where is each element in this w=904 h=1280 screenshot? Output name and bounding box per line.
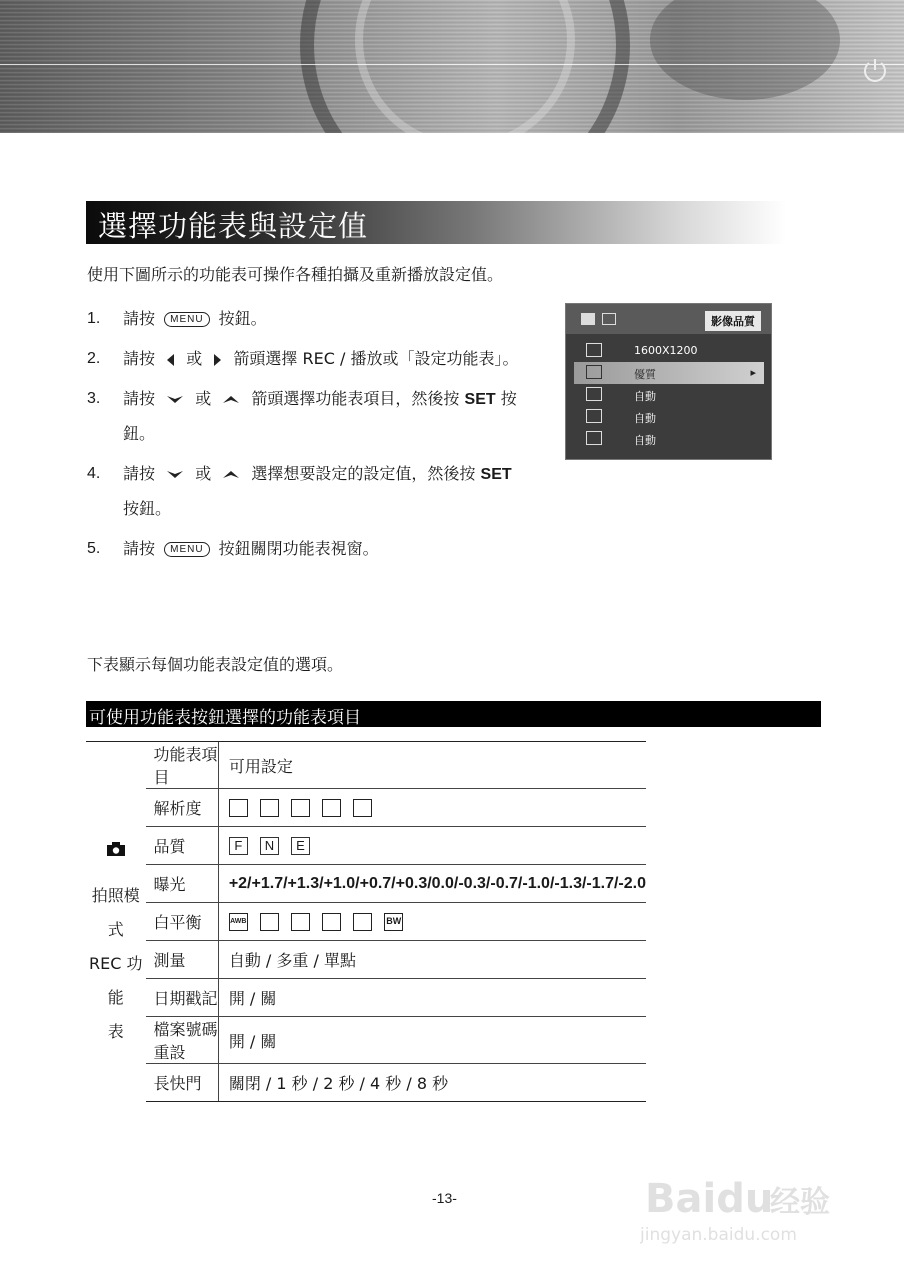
mode-label-line: 拍照模式 (91, 886, 140, 939)
screen-header (566, 304, 771, 334)
watermark-cn: 经验 (770, 1185, 830, 1220)
long-shutter-values: 關閉 / 1 秒 / 2 秒 / 4 秒 / 8 秒 (218, 1064, 646, 1102)
screen-row-metering (574, 428, 764, 450)
step-text: 或 (186, 349, 203, 368)
wb-cloudy-icon (291, 913, 310, 931)
set-button-label: SET (464, 391, 496, 408)
item-quality: 品質 (146, 827, 219, 865)
menu-button-icon: MENU (164, 312, 209, 327)
wb-auto-icon: AWB (229, 913, 248, 931)
set-button-label: SET (480, 466, 512, 483)
left-arrow-icon (166, 353, 175, 367)
steps-list (87, 302, 527, 572)
step-number: 3. (87, 390, 101, 407)
step-number: 5. (87, 540, 101, 557)
step-text: 按鈕關閉功能表視窗。 (218, 539, 379, 558)
resolution-large-icon (229, 799, 248, 817)
mode-label-line: REC 功能 (89, 954, 143, 1007)
metering-values: 自動 / 多重 / 單點 (218, 941, 646, 979)
screen-row-value: 優質 (634, 368, 656, 381)
header-settings: 可用設定 (218, 742, 646, 789)
mode-label-line: 表 (107, 1022, 124, 1041)
screen-row-value: 自動 (634, 412, 656, 425)
quality-fine-icon: F (229, 837, 248, 855)
resolution-icon (586, 343, 602, 357)
page-number: -13- (432, 1190, 457, 1206)
camera-icon (106, 841, 126, 857)
camera-lens-ring-graphic (355, 0, 575, 133)
camera-mode-icon (581, 313, 595, 325)
resolution-medium-icon (260, 799, 279, 817)
item-file-number-reset: 檔案號碼重設 (146, 1017, 219, 1064)
wb-daylight-icon (260, 913, 279, 931)
screen-row-value: 1600X1200 (634, 344, 698, 357)
step-number: 1. (87, 310, 101, 327)
wb-fluorescent-icon (353, 913, 372, 931)
watermark-url: jingyan.baidu.com (640, 1225, 797, 1245)
screen-row-value: 自動 (634, 434, 656, 447)
screen-row-value: 自動 (634, 390, 656, 403)
item-date-stamp: 日期戳記 (146, 979, 219, 1017)
step-text: 或 (195, 464, 212, 483)
step-text: 請按 (123, 389, 156, 408)
table-row (86, 1064, 646, 1102)
setup-tools-icon (602, 313, 616, 325)
item-exposure: 曝光 (146, 865, 219, 903)
table-row (86, 903, 646, 941)
white-balance-icons (218, 903, 646, 941)
exposure-icon (586, 387, 602, 401)
step-5 (87, 532, 527, 566)
wb-tungsten-icon (322, 913, 341, 931)
resolution-panorama-icon (353, 799, 372, 817)
table-row (86, 827, 646, 865)
page-title: 選擇功能表與設定值 (98, 209, 369, 243)
step-number: 2. (87, 350, 101, 367)
step-text: 請按 (123, 309, 156, 328)
down-arrow-icon (166, 395, 184, 404)
resolution-vga-icon (322, 799, 341, 817)
wb-bw-icon: BW (384, 913, 403, 931)
step-text: 或 (195, 389, 212, 408)
step-text: 箭頭選擇 REC / 播放或「設定功能表」。 (233, 349, 519, 368)
step-text: 按鈕。 (123, 389, 517, 443)
right-arrow-icon (213, 353, 222, 367)
item-long-shutter: 長快門 (146, 1064, 219, 1102)
table-header-row (86, 742, 646, 789)
step-1 (87, 302, 527, 336)
screen-row-quality (574, 362, 764, 384)
section-heading-bar (86, 701, 821, 727)
camera-menu-screenshot (565, 303, 772, 460)
quality-economy-icon: E (291, 837, 310, 855)
item-metering: 測量 (146, 941, 219, 979)
baidu-watermark-logo (640, 1150, 860, 1250)
table-row (86, 789, 646, 827)
page-title-bar (86, 201, 786, 244)
screen-right-arrow-icon: ▸ (750, 366, 756, 379)
date-stamp-values: 開 / 關 (218, 979, 646, 1017)
resolution-small-icon (291, 799, 310, 817)
table-row (86, 865, 646, 903)
up-arrow-icon (222, 395, 240, 404)
white-balance-icon (586, 409, 602, 423)
quality-icon (586, 365, 602, 379)
step-text: 請按 (123, 464, 156, 483)
screen-menu-title: 影像品質 (705, 311, 761, 331)
screen-row-exposure (574, 384, 764, 406)
screen-row-resolution (574, 340, 764, 362)
header-item: 功能表項目 (146, 742, 219, 789)
power-icon (860, 55, 890, 85)
down-arrow-icon (166, 470, 184, 479)
metering-icon (586, 431, 602, 445)
step-text: 選擇想要設定的設定值，然後按 (251, 464, 476, 483)
resolution-icons (218, 789, 646, 827)
section-heading: 可使用功能表按鈕選擇的功能表項目 (89, 708, 361, 728)
header-empty-cell (86, 742, 146, 789)
table-row (86, 1017, 646, 1064)
header-banner (0, 0, 904, 133)
step-number: 4. (87, 465, 101, 482)
step-text: 請按 (123, 539, 156, 558)
up-arrow-icon (222, 470, 240, 479)
table-intro-text: 下表顯示每個功能表設定值的選項。 (87, 655, 344, 674)
watermark-brand: Baidu (645, 1176, 774, 1222)
banner-divider (0, 64, 904, 65)
quality-normal-icon: N (260, 837, 279, 855)
step-2 (87, 342, 527, 376)
menu-options-table (86, 741, 646, 1102)
table-row (86, 979, 646, 1017)
quality-icons (218, 827, 646, 865)
step-4 (87, 457, 527, 526)
step-text: 按鈕。 (123, 499, 172, 518)
intro-text: 使用下圖所示的功能表可操作各種拍攝及重新播放設定值。 (87, 265, 504, 284)
mode-cell (86, 789, 146, 1102)
file-number-reset-values: 開 / 關 (218, 1017, 646, 1064)
screen-row-white-balance (574, 406, 764, 428)
step-text: 箭頭選擇功能表項目，然後按 (251, 389, 460, 408)
exposure-values: +2/+1.7/+1.3/+1.0/+0.7/+0.3/0.0/-0.3/-0.7/-1.0/-1.3/-1.7/-2.0 (218, 865, 646, 903)
item-resolution: 解析度 (146, 789, 219, 827)
step-text: 請按 (123, 349, 156, 368)
step-3 (87, 382, 527, 451)
table-row (86, 941, 646, 979)
step-text: 按鈕。 (218, 309, 267, 328)
item-white-balance: 白平衡 (146, 903, 219, 941)
menu-button-icon: MENU (164, 542, 209, 557)
